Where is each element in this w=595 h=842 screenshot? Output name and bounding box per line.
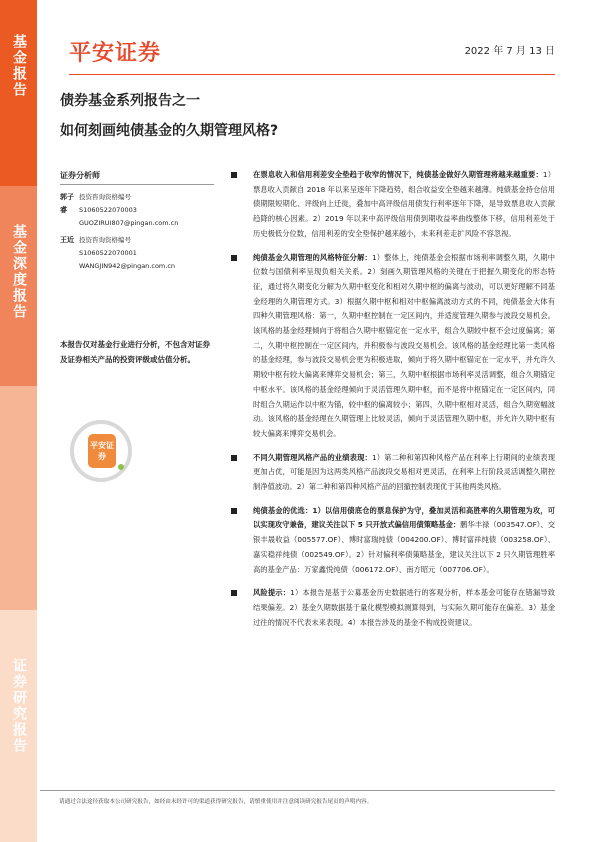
summary-section — [228, 168, 555, 639]
bullet-square-icon — [231, 255, 237, 261]
analyst-heading: 证券分析师 — [60, 170, 214, 185]
bullet-text: 1）第二种和第四种风格产品在利率上行期间的业绩表现更加占优，可能是因为这两类风格产品波段交易相对更灵活，在利率上行阶段灵活调整久期控制净值波动。2）第二种和第四种风格产品的回撤控制表现优于其他两类风格。 — [253, 452, 555, 492]
bullet-square-icon — [231, 508, 237, 514]
header-divider — [69, 74, 555, 75]
analyst-cert-number: S1060522070001 — [79, 249, 137, 257]
footer-divider — [40, 790, 555, 791]
qr-code-icon — [70, 420, 132, 482]
bullet-heading: 在票息收入和信用利差安全垫趋于收窄的情况下，纯债基金做好久期管理将越来越重要： — [253, 170, 543, 179]
summary-bullet — [228, 168, 555, 242]
bullet-square-icon — [231, 590, 237, 596]
summary-bullet — [228, 451, 555, 495]
sidebar-blank — [0, 386, 37, 610]
analyst-entry — [60, 234, 214, 273]
summary-bullet — [228, 251, 555, 442]
report-date: 2022 年 7 月 13 日 — [464, 46, 555, 57]
bullet-text: 鹏华丰禄（003547.OF）、交银丰晟收益（005577.OF）、博时富瑞纯债（004200.OF）、博时富祥纯债（003258.OF）、嘉实稳祥纯债（002549.OF）。2）针对偏利率债策略基金，建议关注以下 2 只久期管理胜率高的基金产品：万家鑫悦纯债（006172.OF）、南方昭元（007706.OF）。 — [253, 520, 556, 574]
company-logo: 平安证券 — [69, 41, 162, 66]
qr-logo: 平安证券 — [88, 434, 116, 468]
bullet-square-icon — [231, 455, 237, 461]
bullet-square-icon — [231, 172, 237, 178]
scope-disclaimer: 本报告仅对基金行业进行分析，不包含对证券及证券相关产品的投资评级或估值分析。 — [60, 340, 210, 364]
qr-dot — [118, 464, 124, 470]
bullet-heading: 不同久期管理风格产品的业绩表现： — [253, 452, 372, 462]
sidebar-fund-deep-report: 基金深度报告 — [0, 186, 37, 386]
analyst-email: GUOZIRUI807@pingan.com.cn — [79, 219, 179, 227]
bullet-heading: 纯债基金久期管理的风格特征分解： — [253, 252, 372, 262]
analyst-cert-label: 投资咨询资格编号 — [79, 193, 131, 201]
summary-bullet — [228, 504, 555, 578]
sidebar-securities-research: 证券研究报告 — [0, 610, 37, 842]
bullet-heading: 纯债基金的优选：1）以信用债底仓的票息保护为守，叠加灵活和高胜率的久期管理为攻，可以实现攻守兼备，建议关注以下 5 只开放式偏信用债策略基金： — [253, 505, 555, 530]
analyst-email: WANGJIN942@pingan.com.cn — [79, 262, 176, 270]
bullet-heading: 风险提示： — [253, 588, 291, 598]
report-series: 债券基金系列报告之一 — [60, 93, 200, 109]
sidebar-fund-report: 基金报告 — [0, 0, 37, 186]
sidebar — [0, 0, 37, 842]
footer-notice: 请通过合法途径获取本公司研究报告，如经由未经许可的渠道获得研究报告，请慎重使用并注意阅读研究报告尾页的声明内容。 — [59, 799, 373, 805]
analyst-name: 郭子睿 — [60, 193, 74, 214]
analyst-name: 王近 — [60, 236, 74, 244]
analyst-cert-label: 投资咨询资格编号 — [79, 236, 131, 244]
analyst-entry — [60, 191, 214, 230]
bullet-text: 1）本报告是基于公募基金历史数据进行的客观分析，样本基金可能存在错漏导致结果偏差。2）基金久期数据基于量化模型模拟测算得到，与实际久期可能存在偏差。3）基金过往的情况不代表未来表现。4）本报告涉及的基金不构成投资建议。 — [253, 588, 556, 627]
analyst-box — [60, 170, 214, 277]
bullet-text: 1）票息收入贡献自 2018 年以来呈逐年下降趋势，组合收益安全垫越来越薄。纯债基金持仓信用债期限短期化、评级向上迁徙，叠加中高评级信用债发行利率逐年下降，是导致票息收入贡献趋降的核心因素。2）2019 年以来中高评级信用债到期收益率曲线整体下移，信用利差处于历史极低分位数，信用利差的安全垫保护越来越小，未来利差走扩风险不容忽视。 — [253, 170, 555, 238]
summary-bullet — [228, 586, 555, 630]
bullet-text: 1）整体上，纯债基金会根据市场利率调整久期，久期中位数与国债利率呈现负相关关系。2）刻画久期管理风格的关键在于把握久期变化的形态特征，通过将久期变化分解为久期中枢变化和相对久期中枢的偏离与波动，可以更好理解不同基金经理的久期管理方式。3）根据久期中枢和相对中枢偏离波动方式的不同，纯债基金大体有四种久期管理风格：第一，久期中枢控制在一定区间内，并适度管理久期参与波段交易机会。该风格的基金经理倾向于将组合久期中枢锚定在一定水平，组合久期较中枢不会过度偏离；第二，久期中枢控制在一定区间内，并积极参与波段交易机会。该风格的基金经理比第一类风格的基金经理，参与波段交易机会更为积极进取，倾向于将久期中枢锚定在一定水平，并允许久期较中枢有较大偏离来博弈交易机会；第三，久期中枢根据市场利率灵活调整，组合久期锚定中枢水平。该风格的基金经理倾向于灵活管理久期中枢，而不是将中枢锚定在一定区间内，同时组合久期运作以中枢为锚，较中枢的偏离较小；第四，久期中枢相对灵活，组合久期宽幅波动。该风格的基金经理在久期管理上比较灵活，倾向于灵活管理久期中枢，并允许久期中枢有较大偏离来博弈交易机会。 — [253, 252, 555, 438]
analyst-cert-number: S1060522070003 — [79, 206, 137, 214]
report-title: 如何刻画纯债基金的久期管理风格? — [60, 123, 279, 139]
